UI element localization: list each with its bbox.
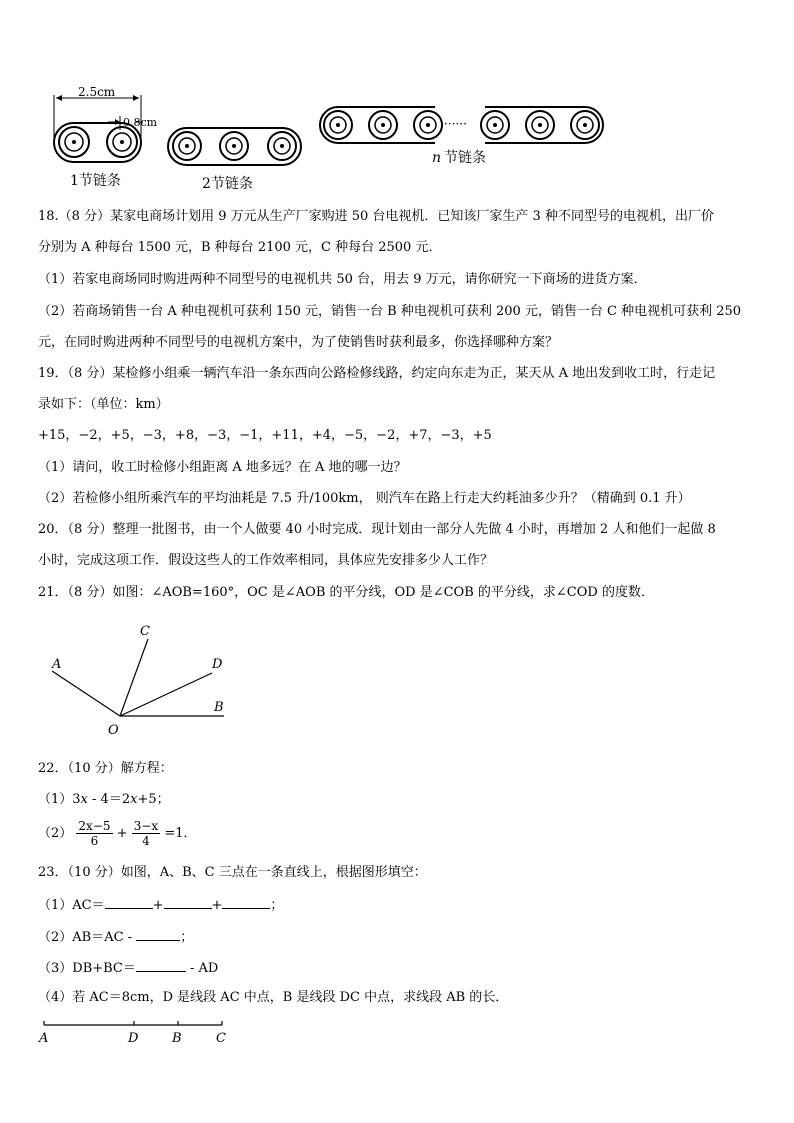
chain-label-n-var: n: [432, 150, 442, 166]
q22-part1: （1）3x - 4＝2x+5；: [38, 792, 170, 807]
blank-5[interactable]: [136, 959, 186, 972]
seg-label-B: B: [172, 1031, 182, 1046]
q18-line2: 分别为 A 种每台 1500 元，B 种每台 2100 元，C 种每台 2500 元．: [38, 240, 442, 255]
label-D: D: [212, 657, 223, 672]
label-B: B: [214, 700, 224, 715]
q23-part3: （3）DB+BC＝ - AD: [38, 961, 219, 976]
seg-label-D: D: [128, 1031, 139, 1046]
q22-line1: 22．（10 分）解方程：: [38, 761, 173, 776]
dim-inner-label: 0.8cm: [123, 116, 158, 129]
chain-two-links: [168, 128, 301, 165]
blank-4[interactable]: [136, 928, 180, 941]
q18-line1: 18.（8 分）某家电商场计划用 9 万元从生产厂家购进 50 台电视机．已知该厂家生产 3 种不同型号的电视机，出厂价: [38, 209, 714, 224]
chain-dots: ······: [444, 117, 467, 131]
fraction-2: $\frac{3-x}{4}$: [133, 819, 159, 848]
q19-part2: （2）若检修小组所乘汽车的平均油耗是 7.5 升/100km， 则汽车在路上行走大约耗油多少升？（精确到 0.1 升）: [38, 491, 691, 506]
dim-outer-label: 2.5cm: [78, 85, 116, 99]
seg-label-C: C: [216, 1031, 226, 1046]
q19-line1: 19．（8 分）某检修小组乘一辆汽车沿一条东西向公路检修线路，约定向东走为正，某天从 A 地出发到收工时，行走记: [38, 366, 716, 381]
q18-part2-line1: （2）若商场销售一台 A 种电视机可获利 150 元，销售一台 B 种电视机可获利 200 元，销售一台 C 种电视机可获利 250: [38, 304, 742, 319]
q23-segment-figure: [36, 1015, 236, 1050]
chain-label-n: 节链条: [444, 150, 486, 166]
q21-angle-figure: [40, 615, 240, 740]
q18-part1: （1）若家电商场同时购进两种不同型号的电视机共 50 台，用去 9 万元，请你研究一下商场的进货方案．: [38, 272, 647, 287]
label-A: A: [52, 657, 62, 672]
ray-oa: [52, 671, 120, 716]
blank-3[interactable]: [222, 896, 270, 909]
q19-records: +15，−2，+5，−3，+8，−3，−1，+11，+4，−5，−2，+7，−3，+5: [38, 428, 492, 443]
fraction-1: $\frac{2x-5}{6}$: [78, 819, 111, 848]
chain-one-link: [54, 123, 141, 162]
label-C: C: [140, 624, 150, 639]
blank-2[interactable]: [164, 896, 212, 909]
q19-line2: 录如下：（单位：km）: [38, 397, 169, 412]
chain-label-2: 2节链条: [202, 176, 253, 192]
chain-label-1: 1节链条: [70, 173, 121, 189]
q20-line2: 小时，完成这项工作．假设这些人的工作效率相同，具体应先安排多少人工作？: [38, 553, 494, 568]
q23-part2: （2）AB＝AC - ；: [38, 930, 194, 945]
q23-part4: （4）若 AC＝8cm，D 是线段 AC 中点，B 是线段 DC 中点，求线段 AB 的长．: [38, 990, 509, 1005]
q18-part2-line2: 元，在同时购进两种不同型号的电视机方案中，为了使销售时获利最多，你选择哪种方案？: [38, 335, 559, 350]
q22-part2: （2） $\frac{2x-5}{6}$ + $\frac{3-x}{4}$ =1．: [38, 819, 197, 848]
q21-line1: 21．（8 分）如图：∠AOB=160°，OC 是∠AOB 的平分线，OD 是∠COB 的平分线，求∠COD 的度数．: [38, 585, 654, 600]
q19-part1: （1）请问，收工时检修小组距离 A 地多远？在 A 地的哪一边？: [38, 460, 407, 475]
q23-line1: 23．（10 分）如图，A、B、C 三点在一条直线上，根据图形填空：: [38, 865, 427, 880]
q20-line1: 20．（8 分）整理一批图书，由一个人做要 40 小时完成．现计划由一部分人先做 4 小时，再增加 2 人和他们一起做 8: [38, 522, 716, 537]
q23-part1: （1）AC＝ + + ；: [38, 898, 284, 913]
label-O: O: [108, 723, 119, 738]
seg-label-A: A: [39, 1031, 49, 1046]
blank-1[interactable]: [105, 896, 153, 909]
chain-figure: [40, 80, 620, 195]
